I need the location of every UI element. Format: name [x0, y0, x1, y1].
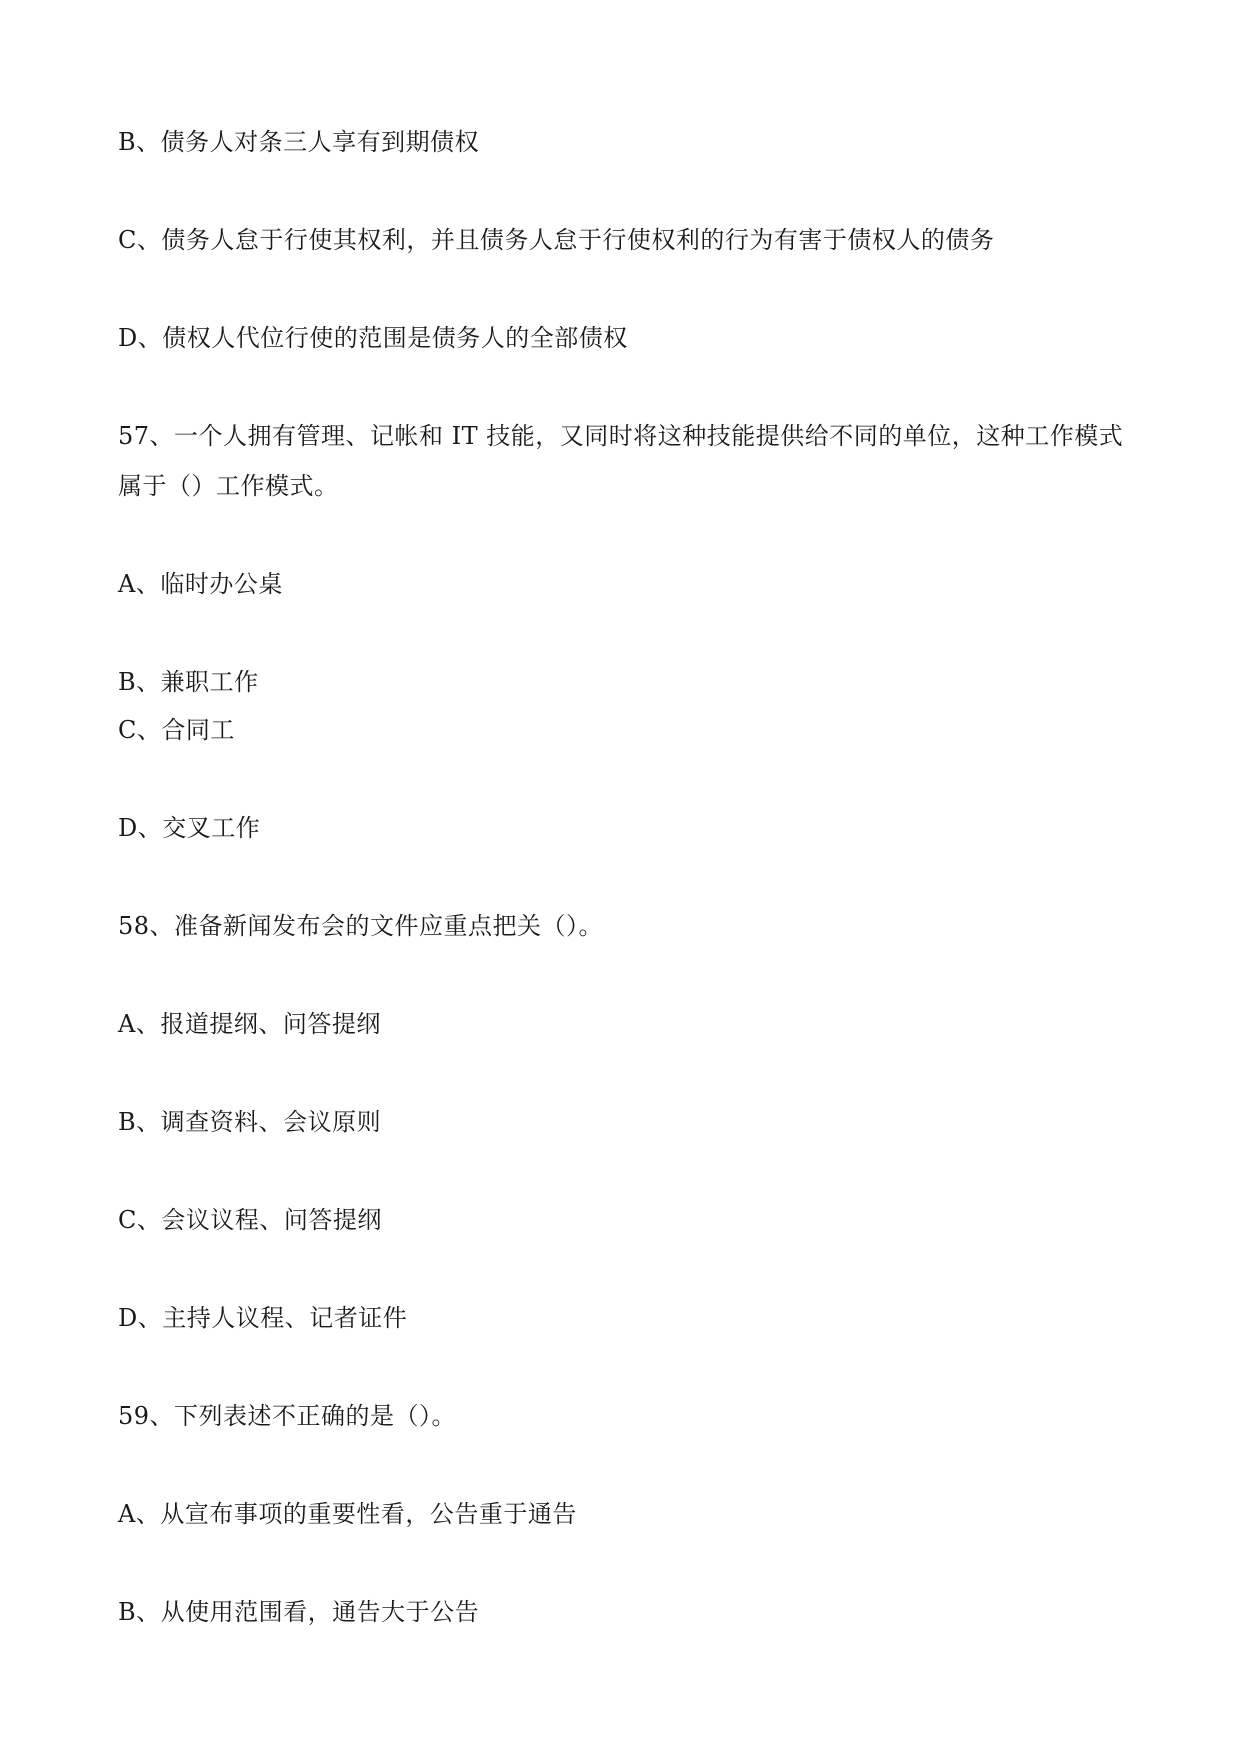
question-stem: 58、准备新闻发布会的文件应重点把关（）。	[118, 912, 604, 940]
option-line: B、兼职工作	[118, 668, 259, 696]
option-line: C、债务人怠于行使其权利，并且债务人怠于行使权利的行为有害于债权人的债务	[118, 226, 995, 254]
option-line: A、临时办公桌	[118, 570, 283, 598]
option-line: A、报道提纲、问答提纲	[118, 1010, 381, 1038]
option-line: B、调查资料、会议原则	[118, 1108, 382, 1136]
option-line: D、债权人代位行使的范围是债务人的全部债权	[118, 324, 628, 352]
question-stem: 属于（）工作模式。	[118, 472, 339, 500]
option-line: A、从宣布事项的重要性看，公告重于通告	[118, 1500, 577, 1528]
option-line: C、会议议程、问答提纲	[118, 1206, 382, 1234]
option-line: C、合同工	[118, 716, 235, 744]
question-stem: 59、下列表述不正确的是（）。	[118, 1402, 457, 1430]
question-stem: 57、一个人拥有管理、记帐和 IT 技能，又同时将这种技能提供给不同的单位，这种工作模式	[118, 422, 1124, 450]
option-line: B、从使用范围看，通告大于公告	[118, 1598, 480, 1626]
option-line: D、交叉工作	[118, 814, 261, 842]
option-line: B、债务人对条三人享有到期债权	[118, 128, 480, 156]
option-line: D、主持人议程、记者证件	[118, 1304, 408, 1332]
